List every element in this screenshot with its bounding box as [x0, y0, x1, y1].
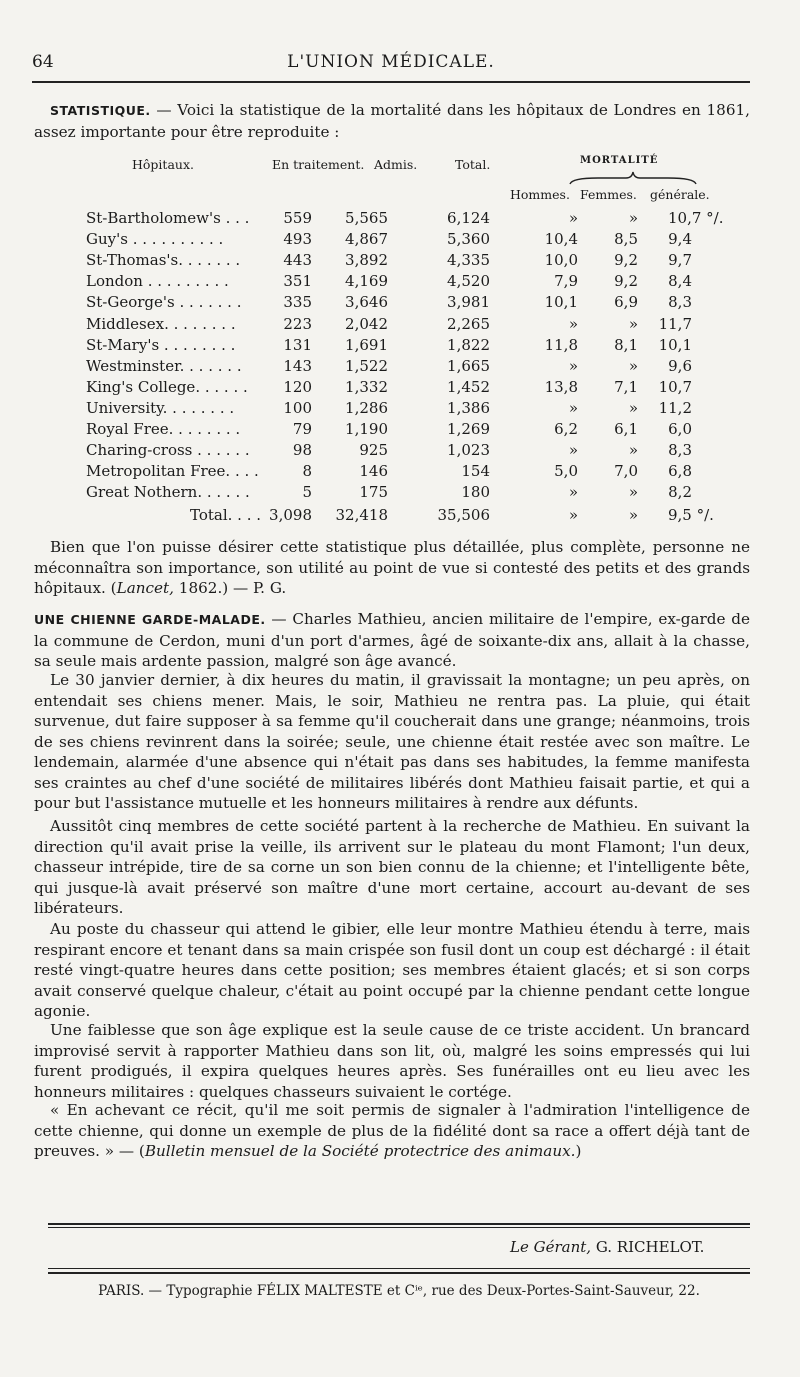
- running-head: [32, 50, 750, 78]
- total-hommes: »: [568, 506, 578, 524]
- cell-femmes: 7,1: [614, 377, 638, 396]
- cell-femmes: »: [628, 356, 638, 375]
- total-label: Total. . . .: [190, 506, 262, 524]
- col-femmes: Femmes.: [580, 187, 637, 202]
- statistique-intro: [34, 100, 750, 142]
- cell-admis: 175: [359, 483, 388, 502]
- cell-total: 2,265: [447, 314, 490, 333]
- statistique-intro-text: — Voici la statistique de la mortalité dans les hôpitaux de Londres en 1861, assez importante pour être reproduite :: [34, 101, 750, 141]
- chienne-p6: [34, 1100, 750, 1162]
- cell-total: 1,665: [447, 356, 490, 375]
- cell-traitement: 143: [283, 356, 312, 375]
- cell-hommes: »: [568, 209, 578, 227]
- cell-admis: 1,332: [345, 377, 388, 396]
- cell-total: 1,023: [447, 441, 490, 460]
- chienne-p6-tail: ): [575, 1142, 582, 1160]
- cell-hommes: 5,0: [554, 462, 578, 481]
- cell-traitement: 100: [283, 398, 312, 417]
- hospital-name: St-George's . . . . . . .: [86, 293, 242, 312]
- cell-femmes: 7,0: [614, 462, 638, 481]
- brace-icon: [568, 170, 698, 186]
- total-total: 35,506: [437, 506, 490, 524]
- cell-traitement: 5: [302, 483, 312, 502]
- cell-femmes: »: [628, 209, 638, 227]
- hospital-name: King's College. . . . . .: [86, 377, 248, 396]
- table-row: [0, 483, 800, 504]
- cell-traitement: 559: [283, 209, 312, 227]
- hospital-name: St-Mary's . . . . . . . .: [86, 335, 236, 354]
- statistique-heading: STATISTIQUE.: [50, 103, 151, 118]
- total-admis: 32,418: [335, 506, 388, 524]
- col-traitement: En traitement.: [272, 157, 365, 172]
- hospital-name: Westminster. . . . . . .: [86, 356, 242, 375]
- hospital-name: Royal Free. . . . . . . .: [86, 420, 241, 438]
- chienne-p5: Une faiblesse que son âge explique est la seule cause de ce triste accident. Un brancard improvisé servit à rapporter Mathieu dans son lit, où, malgré les soins empressés qui lui furent prodigués, il expira quelques heures après. Ses funérailles ont eu lieu avec les honneurs militaires : quelques chasseurs suivaient le cortége.: [34, 1021, 750, 1101]
- col-generale: générale.: [650, 187, 710, 202]
- cell-hommes: »: [568, 483, 578, 502]
- col-total: Total.: [455, 157, 491, 172]
- source-lancet: Lancet,: [116, 579, 174, 597]
- statistique-conclusion: Bien que l'on puisse désirer cette statistique plus détaillée, plus complète, personne ne méconnaîtra son importance, son utilité au point de vue si contesté des petits et des grands hôpitaux. (Lancet, 1862.) — P. G.: [34, 538, 750, 597]
- hospital-name: Metropolitan Free. . . .: [86, 462, 259, 481]
- cell-femmes: »: [628, 398, 638, 417]
- cell-generale: 11,2: [658, 398, 692, 417]
- cell-total: 3,981: [447, 293, 490, 312]
- hospital-name: Charing-cross . . . . . .: [86, 441, 250, 460]
- cell-femmes: »: [628, 314, 638, 333]
- cell-generale: 11,7: [658, 314, 692, 333]
- cell-total: 1,822: [447, 335, 490, 354]
- table-row: [0, 336, 800, 357]
- chienne-p1: [34, 609, 750, 672]
- hospital-name: St-Thomas's. . . . . . .: [86, 251, 241, 270]
- cell-hommes: 6,2: [554, 420, 578, 438]
- cell-generale: 8,2: [668, 483, 692, 502]
- signature-name: G. RICHELOT.: [595, 1238, 705, 1256]
- cell-admis: 1,190: [345, 420, 388, 438]
- cell-traitement: 8: [302, 462, 312, 481]
- footer-rule-mid-thin: [48, 1268, 750, 1269]
- table-row: [0, 378, 800, 399]
- source-tail: 1862.) — P. G.: [173, 579, 287, 597]
- cell-femmes: 9,2: [614, 272, 638, 291]
- bulletin-source: Bulletin mensuel de la Société protectrice des animaux.: [144, 1142, 576, 1160]
- cell-total: 1,452: [447, 377, 490, 396]
- cell-admis: 925: [359, 441, 388, 460]
- cell-femmes: »: [628, 483, 638, 502]
- table-row: [0, 399, 800, 420]
- table-row: [0, 230, 800, 251]
- cell-total: 6,124: [447, 209, 490, 227]
- cell-traitement: 443: [283, 251, 312, 270]
- cell-generale: 8,4: [668, 272, 692, 291]
- cell-generale: 9,6: [668, 356, 692, 375]
- cell-traitement: 223: [283, 314, 312, 333]
- table-row: [0, 441, 800, 462]
- footer-rule-top: [48, 1223, 750, 1225]
- cell-femmes: »: [628, 441, 638, 460]
- col-hommes: Hommes.: [510, 187, 570, 202]
- table-row: [0, 462, 800, 483]
- cell-hommes: 10,1: [544, 293, 578, 312]
- signature-role: Le Gérant,: [510, 1238, 592, 1256]
- cell-hommes: »: [568, 356, 578, 375]
- cell-generale: 9,7: [668, 251, 692, 270]
- cell-generale: 8,3: [668, 293, 692, 312]
- table-row: [0, 357, 800, 378]
- cell-admis: 4,169: [345, 272, 388, 291]
- cell-admis: 1,691: [345, 335, 388, 354]
- cell-generale: 6,8: [668, 462, 692, 481]
- table-row: [0, 209, 800, 230]
- cell-admis: 3,646: [345, 293, 388, 312]
- cell-total: 154: [461, 462, 490, 481]
- col-mortalite: MORTALITÉ: [580, 155, 659, 166]
- imprint: PARIS. — Typographie FÉLIX MALTESTE et Cⁱᵉ, rue des Deux-Portes-Saint-Sauveur, 22.: [98, 1283, 700, 1299]
- cell-generale: 10,1: [658, 335, 692, 354]
- footer-rule-top-thin: [48, 1227, 750, 1228]
- cell-femmes: 8,1: [614, 335, 638, 354]
- cell-traitement: 131: [283, 335, 312, 354]
- cell-generale: 6,0: [668, 420, 692, 438]
- cell-generale: 9,4: [668, 230, 692, 249]
- table-row: [0, 315, 800, 336]
- hospital-name: London . . . . . . . . .: [86, 272, 229, 291]
- cell-admis: 146: [359, 462, 388, 481]
- header-rule: [32, 81, 750, 83]
- cell-admis: 4,867: [345, 230, 388, 249]
- table-row: [0, 251, 800, 272]
- cell-hommes: »: [568, 441, 578, 460]
- cell-traitement: 335: [283, 293, 312, 312]
- cell-admis: 3,892: [345, 251, 388, 270]
- cell-femmes: 6,9: [614, 293, 638, 312]
- table-total-row: [0, 506, 800, 527]
- cell-traitement: 98: [292, 441, 312, 460]
- col-admis: Admis.: [374, 157, 418, 172]
- table-row: [0, 272, 800, 293]
- col-hopitaux: Hôpitaux.: [132, 157, 194, 172]
- cell-hommes: 10,4: [544, 230, 578, 249]
- cell-hommes: 7,9: [554, 272, 578, 291]
- cell-hommes: 11,8: [544, 335, 578, 354]
- hospital-name: Great Nothern. . . . . .: [86, 483, 250, 502]
- cell-total: 5,360: [447, 230, 490, 249]
- cell-femmes: 8,5: [614, 230, 638, 249]
- cell-total: 1,269: [447, 420, 490, 438]
- page-number: 64: [32, 52, 54, 72]
- cell-admis: 2,042: [345, 314, 388, 333]
- cell-total: 180: [461, 483, 490, 502]
- cell-femmes: 9,2: [614, 251, 638, 270]
- hospital-name: Guy's . . . . . . . . . .: [86, 230, 224, 249]
- chienne-p3: Aussitôt cinq membres de cette société partent à la recherche de Mathieu. En suivant la direction qu'il avait prise la veille, ils arrivent sur le plateau du mont Flamont; l'un deux, chasseur intrépide, tire de sa corne un son bien connu de la chienne; et l'intelligente bête, qui jusque-là avait préservé son maître d'une mort certaine, accourt au-devant de ses libérateurs.: [34, 817, 750, 917]
- cell-traitement: 120: [283, 377, 312, 396]
- cell-hommes: »: [568, 398, 578, 417]
- journal-title: L'UNION MÉDICALE.: [287, 52, 495, 72]
- cell-femmes: 6,1: [614, 420, 638, 438]
- table-row: [0, 420, 800, 441]
- total-generale: 9,5 °/.: [668, 506, 714, 524]
- cell-total: 4,335: [447, 251, 490, 270]
- cell-generale: 8,3: [668, 441, 692, 460]
- signature: [510, 1238, 704, 1256]
- cell-hommes: 13,8: [544, 377, 578, 396]
- cell-traitement: 79: [292, 420, 312, 438]
- conclusion-text: Bien que l'on puisse désirer cette statistique plus détaillée, plus complète, personne ne méconnaîtra son importance, son utilité au point de vue si contesté des petits et des grands hôpitaux.: [34, 538, 750, 597]
- cell-hommes: »: [568, 314, 578, 333]
- hospital-name: University. . . . . . . .: [86, 398, 235, 417]
- chienne-p2: Le 30 janvier dernier, à dix heures du matin, il gravissait la montagne; un peu après, on entendait ses chiens mener. Mais, le soir, Mathieu ne rentra pas. La pluie, qui était survenue, dut faire supposer à sa femme qu'il coucherait dans une grange; néanmoins, trois de ses chiens revinrent dans la soirée; seule, une chienne était restée avec son maître. Le lendemain, alarmée d'une absence qui n'était pas dans ses habitudes, la femme manifesta ses craintes au chef d'une société de militaires libérés dont Mathieu faisait partie, et qui a pour but l'assistance mutuelle et les honneurs militaires à rendre aux défunts.: [34, 671, 750, 812]
- footer-rule-mid: [48, 1272, 750, 1274]
- chienne-p6-text: « En achevant ce récit, qu'il me soit permis de signaler à l'admiration l'intelligence de cette chienne, qui donne un exemple de plus de la fidélité dont sa race a offert déjà tant de preuves. » — (: [34, 1101, 750, 1160]
- total-traitement: 3,098: [269, 506, 312, 524]
- cell-generale: 10,7 °/.: [668, 209, 724, 227]
- hospital-name: Middlesex. . . . . . . .: [86, 314, 236, 333]
- hospital-name: St-Bartholomew's . . .: [86, 209, 250, 227]
- total-femmes: »: [628, 506, 638, 524]
- cell-traitement: 493: [283, 230, 312, 249]
- cell-admis: 1,522: [345, 356, 388, 375]
- chienne-p4: Au poste du chasseur qui attend le gibier, elle leur montre Mathieu étendu à terre, mais respirant encore et tenant dans sa main crispée son fusil dont un coup est déchargé : il était resté vingt-quatre heures dans cette position; ses membres étaient glacés; et si son corps avait conservé quelque chaleur, c'était au point occupé par la chienne pendant cette longue agonie.: [34, 920, 750, 1020]
- chienne-p1-text: — Charles Mathieu, ancien militaire de l'empire, ex-garde de la commune de Cerdon, muni d'un port d'armes, âgé de soixante-dix ans, allait à la chasse, sa seule mais ardente passion, malgré son âge avancé.: [34, 610, 750, 670]
- cell-traitement: 351: [283, 272, 312, 291]
- table-row: [0, 293, 800, 314]
- cell-admis: 5,565: [345, 209, 388, 227]
- cell-generale: 10,7: [658, 377, 692, 396]
- cell-admis: 1,286: [345, 398, 388, 417]
- chienne-heading: UNE CHIENNE GARDE-MALADE.: [34, 612, 266, 627]
- cell-total: 1,386: [447, 398, 490, 417]
- cell-hommes: 10,0: [544, 251, 578, 270]
- cell-total: 4,520: [447, 272, 490, 291]
